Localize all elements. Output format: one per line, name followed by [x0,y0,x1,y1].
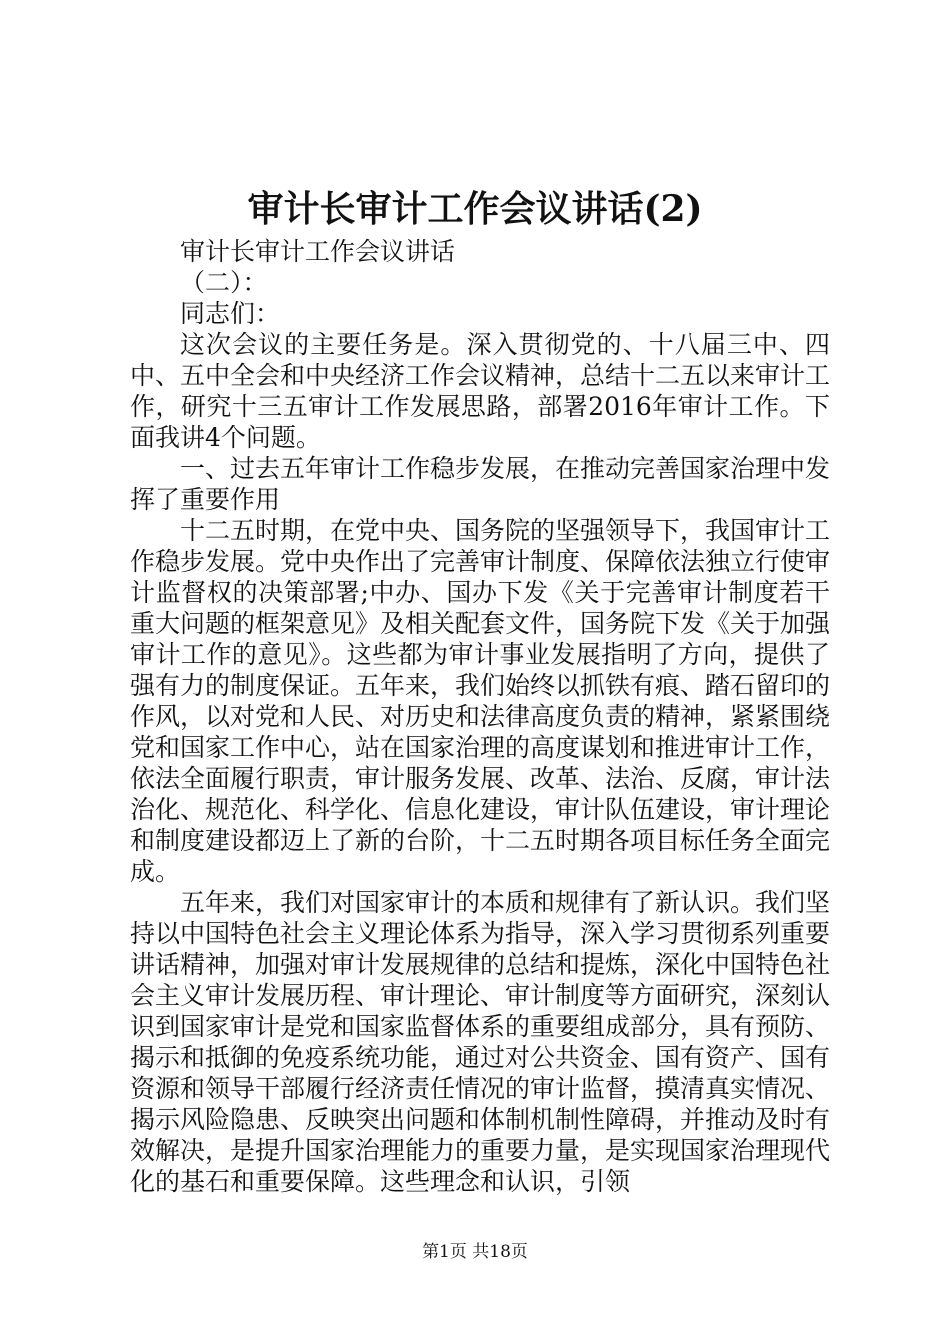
paragraph: 十二五时期，在党中央、国务院的坚强领导下，我国审计工作稳步发展。党中央作出了完善审计制度、保障依法独立行使审计监督权的决策部署;中办、国办下发《关于完善审计制度若干重大问题的框架意见》及相关配套文件，国务院下发《关于加强审计工作的意见》。这些都为审计事业发展指明了方向，提供了强有力的制度保证。五年来，我们始终以抓铁有痕、踏石留印的作风，以对党和人民、对历史和法律高度负责的精神，紧紧围绕党和国家工作中心，站在国家治理的高度谋划和推进审计工作，依法全面履行职责，审计服务发展、改革、法治、反腐，审计法治化、规范化、科学化、信息化建设，审计队伍建设，审计理论和制度建设都迈上了新的台阶，十二五时期各项目标任务全面完成。 [130,516,831,886]
document-title: 审计长审计工作会议讲话(2) [247,188,703,230]
paragraph-salutation: 同志们： [180,299,281,328]
paragraph-part-number: （二）： [180,268,268,297]
section-heading: 一、过去五年审计工作稳步发展，在推动完善国家治理中发挥了重要作用 [130,454,831,514]
paragraph: 五年来，我们对国家审计的本质和规律有了新认识。我们坚持以中国特色社会主义理论体系为指导，深入学习贯彻系列重要讲话精神，加强对审计发展规律的总结和提炼，深化中国特色社会主义审计发展历程、审计理论、审计制度等方面研究，深刻认识到国家审计是党和国家监督体系的重要组成部分，具有预防、揭示和抵御的免疫系统功能，通过对公共资金、国有资产、国有资源和领导干部履行经济责任情况的审计监督，摸清真实情况、揭示风险隐患、反映突出问题和体制机制性障碍，并推动及时有效解决，是提升国家治理能力的重要力量，是实现国家治理现代化的基石和重要保障。这些理念和认识，引领 [130,888,831,1196]
paragraph: 这次会议的主要任务是。深入贯彻党的、十八届三中、四中、五中全会和中央经济工作会议精神，总结十二五以来审计工作，研究十三五审计工作发展思路，部署2016年审计工作。下面我讲4个问题。 [130,330,831,452]
paragraph-subtitle: 审计长审计工作会议讲话 [180,237,456,266]
document-body [130,236,830,1197]
page-footer: 第1页 共18页 [422,1242,528,1262]
